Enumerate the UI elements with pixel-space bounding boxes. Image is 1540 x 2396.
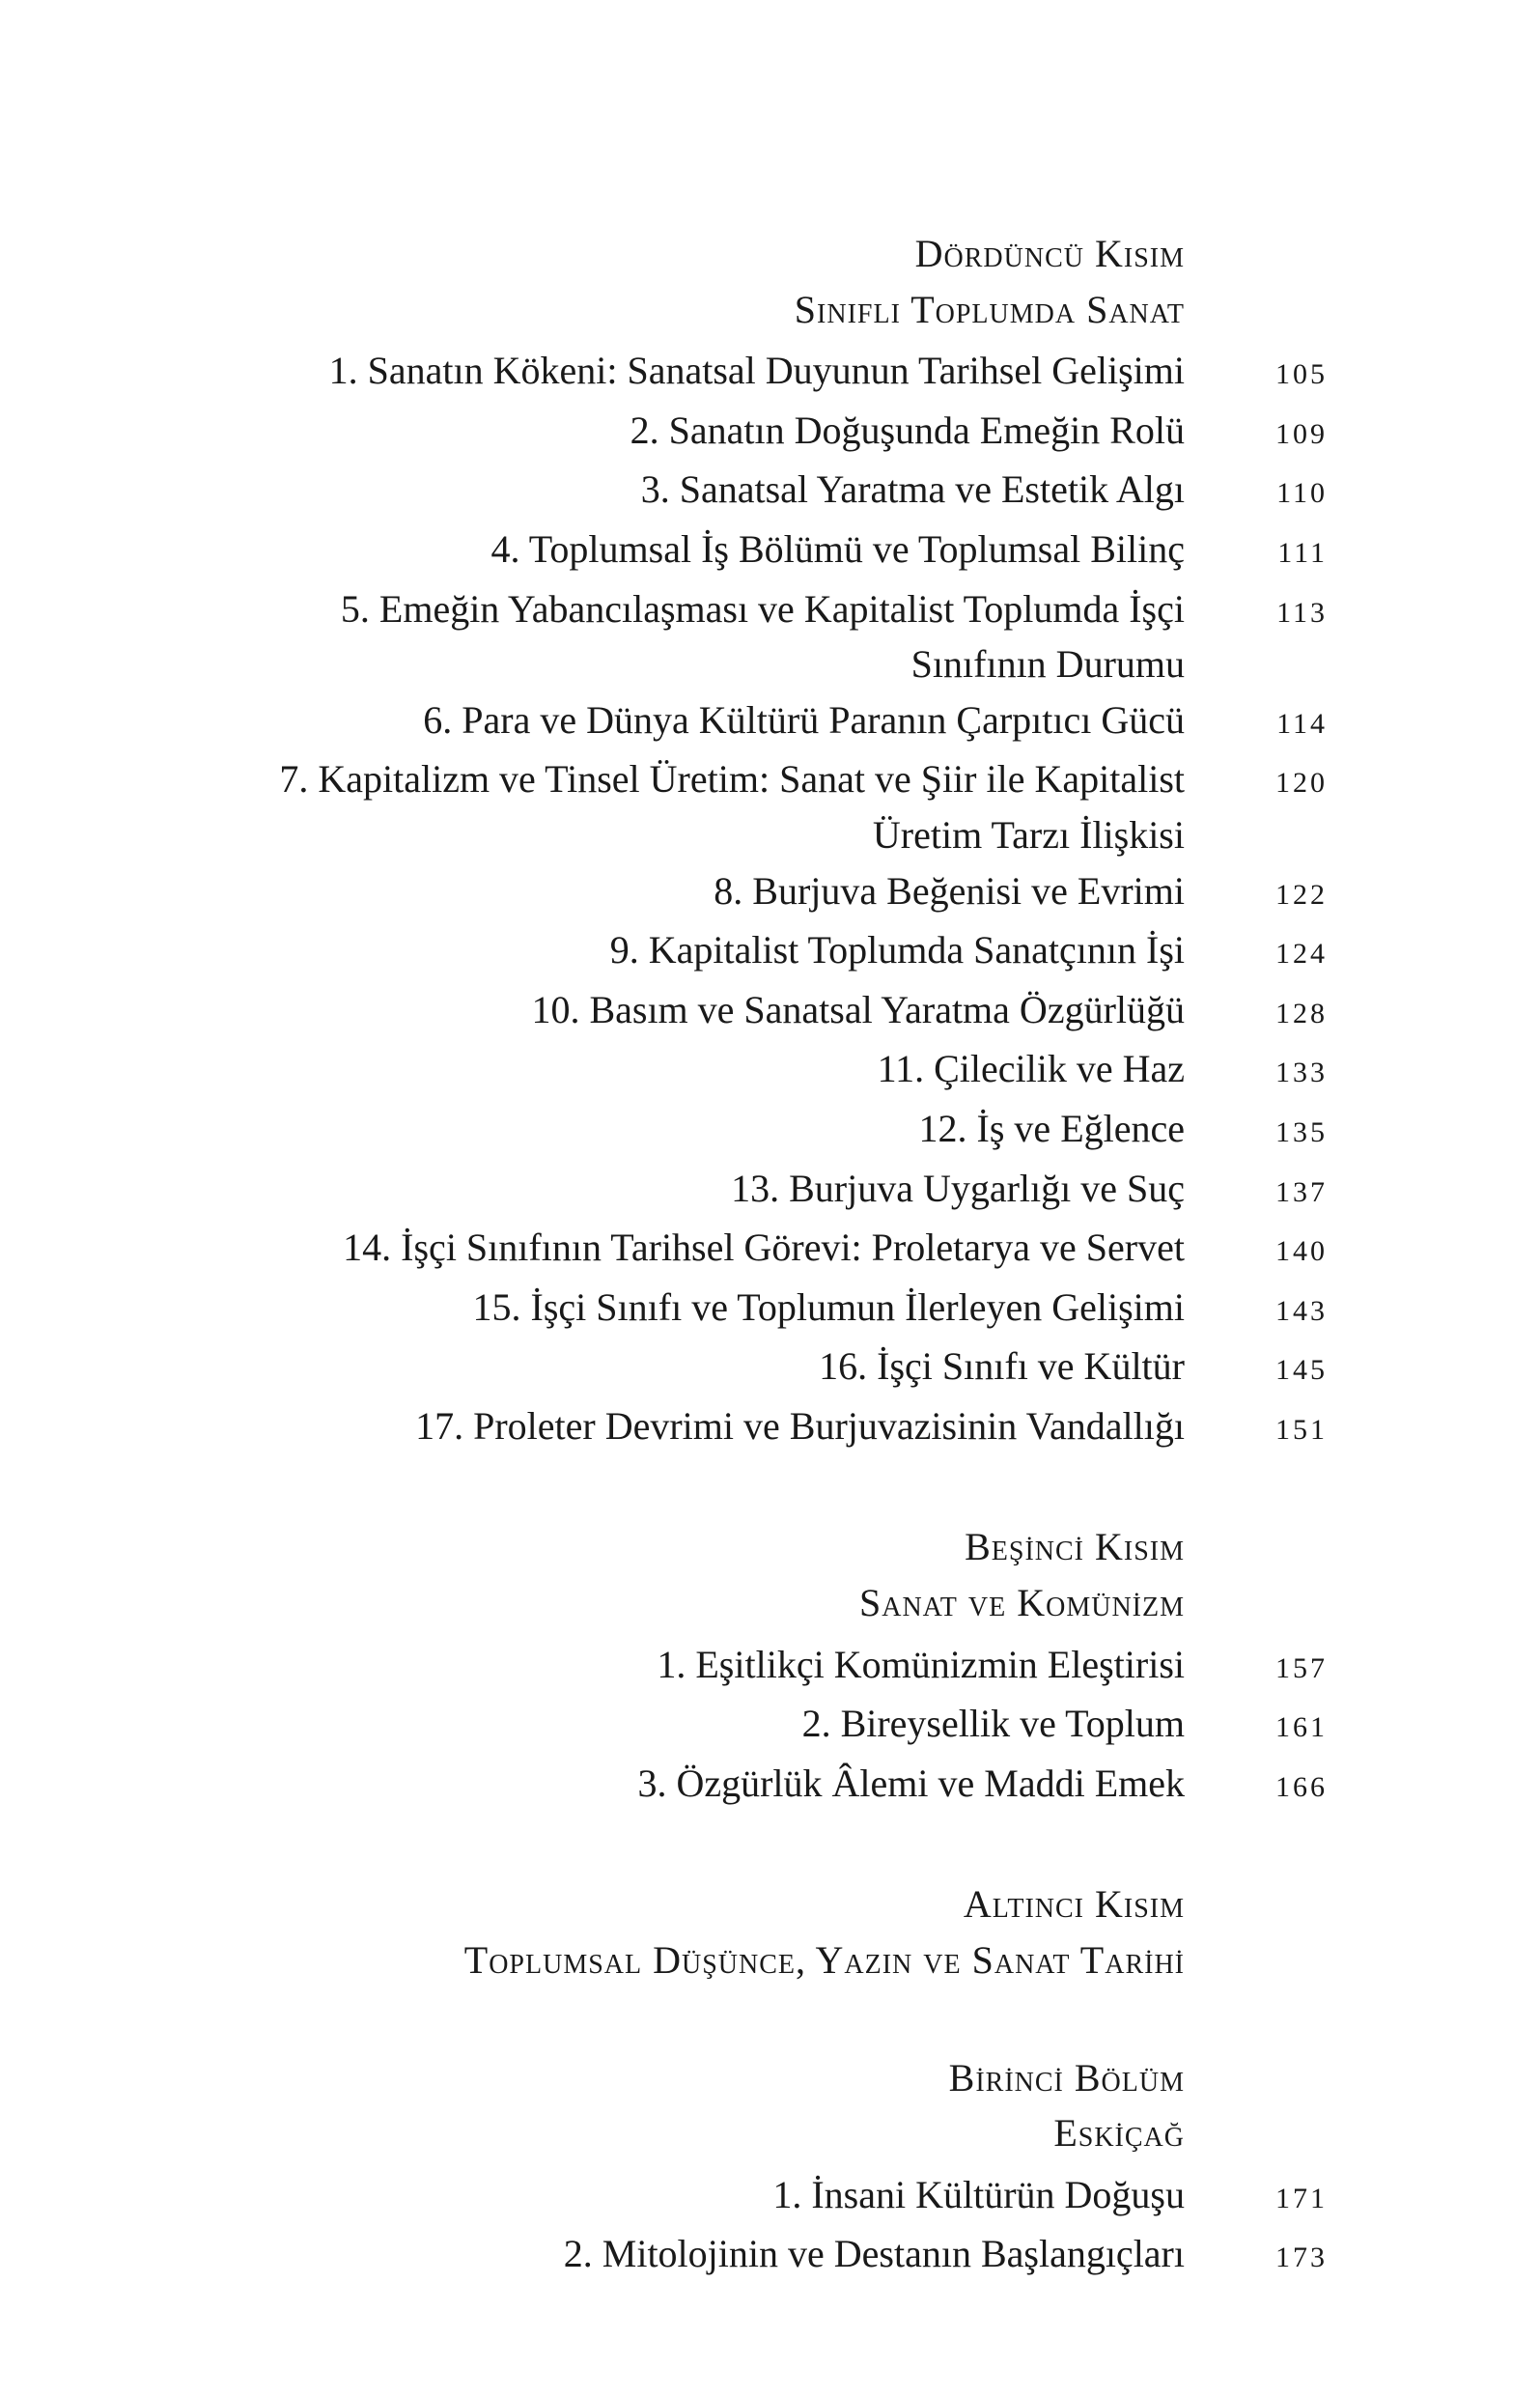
section-heading: Sınıflı Toplumda Sanat: [794, 287, 1185, 331]
entry-title: [116, 2167, 1185, 2223]
entry-page-number: 145: [1275, 1354, 1328, 1387]
toc-entry: [116, 692, 1328, 752]
entry-page-number: 157: [1275, 1651, 1328, 1684]
entry-title: [116, 462, 1185, 518]
toc-section: [116, 1876, 1328, 1987]
toc-entry: [116, 1696, 1328, 1756]
entry-title: [116, 403, 1185, 459]
section-heading: Sanat ve Komünizm: [858, 1581, 1185, 1625]
toc-entry: [116, 2226, 1328, 2286]
entry-title-line: 2. Mitolojinin ve Destanın Başlangıçları: [563, 2232, 1185, 2276]
entry-title: [116, 982, 1185, 1038]
entry-title-line: 1. İnsani Kültürün Doğuşu: [772, 2172, 1185, 2216]
toc-entry: [116, 2167, 1328, 2227]
toc-entry: [116, 1280, 1328, 1339]
entry-page-number: 135: [1275, 1115, 1328, 1148]
entry-title: [116, 1398, 1185, 1454]
entry-page-number: 111: [1277, 536, 1328, 569]
entry-title-line: 8. Burjuva Beğenisi ve Evrimi: [714, 868, 1185, 913]
entry-title: [116, 581, 1185, 692]
toc-entry: [116, 863, 1328, 923]
entry-page-number: 122: [1275, 878, 1328, 911]
toc-entry: [116, 1637, 1328, 1697]
entry-title-line: 17. Proleter Devrimi ve Burjuvazisinin Vandallığı: [415, 1403, 1185, 1448]
entry-title-line: 14. İşçi Sınıfının Tarihsel Görevi: Proletarya ve Servet: [343, 1226, 1185, 1270]
entry-page-number: 110: [1276, 477, 1328, 510]
entry-title: [116, 1041, 1185, 1097]
entry-title-line: 6. Para ve Dünya Kültürü Paranın Çarpıtıcı Gücü: [423, 697, 1185, 742]
entry-title-line: 15. İşçi Sınıfı ve Toplumun İlerleyen Gelişimi: [472, 1284, 1185, 1329]
entry-title: [116, 1696, 1185, 1752]
entry-page-number: 114: [1276, 707, 1328, 740]
toc-entry: [116, 1161, 1328, 1221]
entry-title-line: 12. İş ve Eğlence: [918, 1106, 1185, 1150]
entry-title-line: 3. Sanatsal Yaratma ve Estetik Algı: [640, 467, 1185, 512]
entry-title: [116, 343, 1185, 399]
section-headings: [116, 1876, 1328, 1987]
entry-title-line: 3. Özgürlük Âlemi ve Maddi Emek: [637, 1761, 1185, 1805]
entry-title: [116, 751, 1185, 862]
entry-title: [116, 1339, 1185, 1395]
section-entries: [116, 2167, 1328, 2286]
toc-entry: [116, 1398, 1328, 1458]
section-heading: Beşinci Kısım: [965, 1525, 1185, 1569]
entry-title-line: 1. Eşitlikçi Komünizmin Eleştirisi: [657, 1642, 1185, 1686]
entry-page-number: 151: [1275, 1413, 1328, 1446]
toc-entry: [116, 1339, 1328, 1398]
toc-section: [116, 2050, 1328, 2286]
entry-title: [116, 863, 1185, 919]
entry-title-line: 4. Toplumsal İş Bölümü ve Toplumsal Bilinç: [490, 526, 1185, 571]
entry-page-number: 137: [1275, 1175, 1328, 1208]
toc-section: [116, 226, 1328, 1457]
section-heading: Altıncı Kısım: [963, 1882, 1185, 1927]
entry-title-line: Üretim Tarzı İlişkisi: [872, 812, 1185, 857]
entry-title-line: 16. İşçi Sınıfı ve Kültür: [819, 1344, 1185, 1389]
toc-entry: [116, 1756, 1328, 1816]
entry-page-number: 143: [1275, 1294, 1328, 1327]
section-heading: Birinci Bölüm: [948, 2055, 1185, 2100]
entry-title-line: 9. Kapitalist Toplumda Sanatçının İşi: [609, 928, 1185, 972]
entry-title-line: 13. Burjuva Uygarlığı ve Suç: [731, 1166, 1185, 1210]
entry-title-line: 2. Sanatın Doğuşunda Emeğin Rolü: [630, 408, 1185, 452]
entry-page-number: 128: [1275, 997, 1328, 1029]
entry-page-number: 140: [1275, 1235, 1328, 1268]
toc-entry: [116, 462, 1328, 521]
entry-title-line: 2. Bireysellik ve Toplum: [801, 1702, 1185, 1746]
entry-title: [116, 922, 1185, 978]
toc-entry: [116, 1220, 1328, 1280]
section-heading: Dördüncü Kısım: [914, 232, 1185, 275]
table-of-contents: [116, 0, 1328, 2286]
entry-title: [116, 2226, 1185, 2282]
toc-section: [116, 1519, 1328, 1815]
entry-title: [116, 521, 1185, 578]
section-entries: [116, 1637, 1328, 1816]
toc-entry: [116, 581, 1328, 692]
section-entries: [116, 343, 1328, 1457]
entry-title: [116, 1161, 1185, 1217]
entry-page-number: 113: [1276, 596, 1328, 629]
toc-entry: [116, 521, 1328, 581]
entry-title-line: 5. Emeğin Yabancılaşması ve Kapitalist Toplumda İşçi: [340, 586, 1185, 631]
entry-page-number: 166: [1275, 1770, 1328, 1803]
section-headings: [116, 2050, 1328, 2161]
entry-title: [116, 1280, 1185, 1336]
entry-page-number: 161: [1275, 1711, 1328, 1744]
entry-title-line: 11. Çilecilik ve Haz: [877, 1047, 1185, 1091]
entry-page-number: 173: [1275, 2241, 1328, 2274]
entry-page-number: 120: [1275, 767, 1328, 800]
section-headings: [116, 226, 1328, 337]
entry-title: [116, 692, 1185, 748]
entry-page-number: 171: [1275, 2182, 1328, 2214]
entry-title-line: 10. Basım ve Sanatsal Yaratma Özgürlüğü: [531, 987, 1185, 1031]
entry-title: [116, 1756, 1185, 1812]
entry-title-line: 1. Sanatın Kökeni: Sanatsal Duyunun Tarihsel Gelişimi: [328, 349, 1185, 393]
section-headings: [116, 1519, 1328, 1630]
toc-entry: [116, 1101, 1328, 1161]
toc-entry: [116, 751, 1328, 862]
entry-page-number: 124: [1275, 938, 1328, 971]
entry-page-number: 133: [1275, 1057, 1328, 1089]
entry-title: [116, 1220, 1185, 1276]
entry-page-number: 105: [1275, 358, 1328, 391]
toc-entry: [116, 922, 1328, 982]
toc-entry: [116, 1041, 1328, 1101]
section-heading: Eskiçağ: [1053, 2111, 1185, 2156]
section-heading: Toplumsal Düşünce, Yazın ve Sanat Tarihi: [463, 1938, 1185, 1983]
entry-page-number: 109: [1275, 417, 1328, 450]
entry-title-line: Sınıfının Durumu: [910, 642, 1185, 687]
entry-title: [116, 1637, 1185, 1693]
toc-entry: [116, 982, 1328, 1042]
toc-entry: [116, 403, 1328, 463]
toc-entry: [116, 343, 1328, 403]
entry-title-line: 7. Kapitalizm ve Tinsel Üretim: Sanat ve Şiir ile Kapitalist: [279, 757, 1185, 802]
entry-title: [116, 1101, 1185, 1157]
